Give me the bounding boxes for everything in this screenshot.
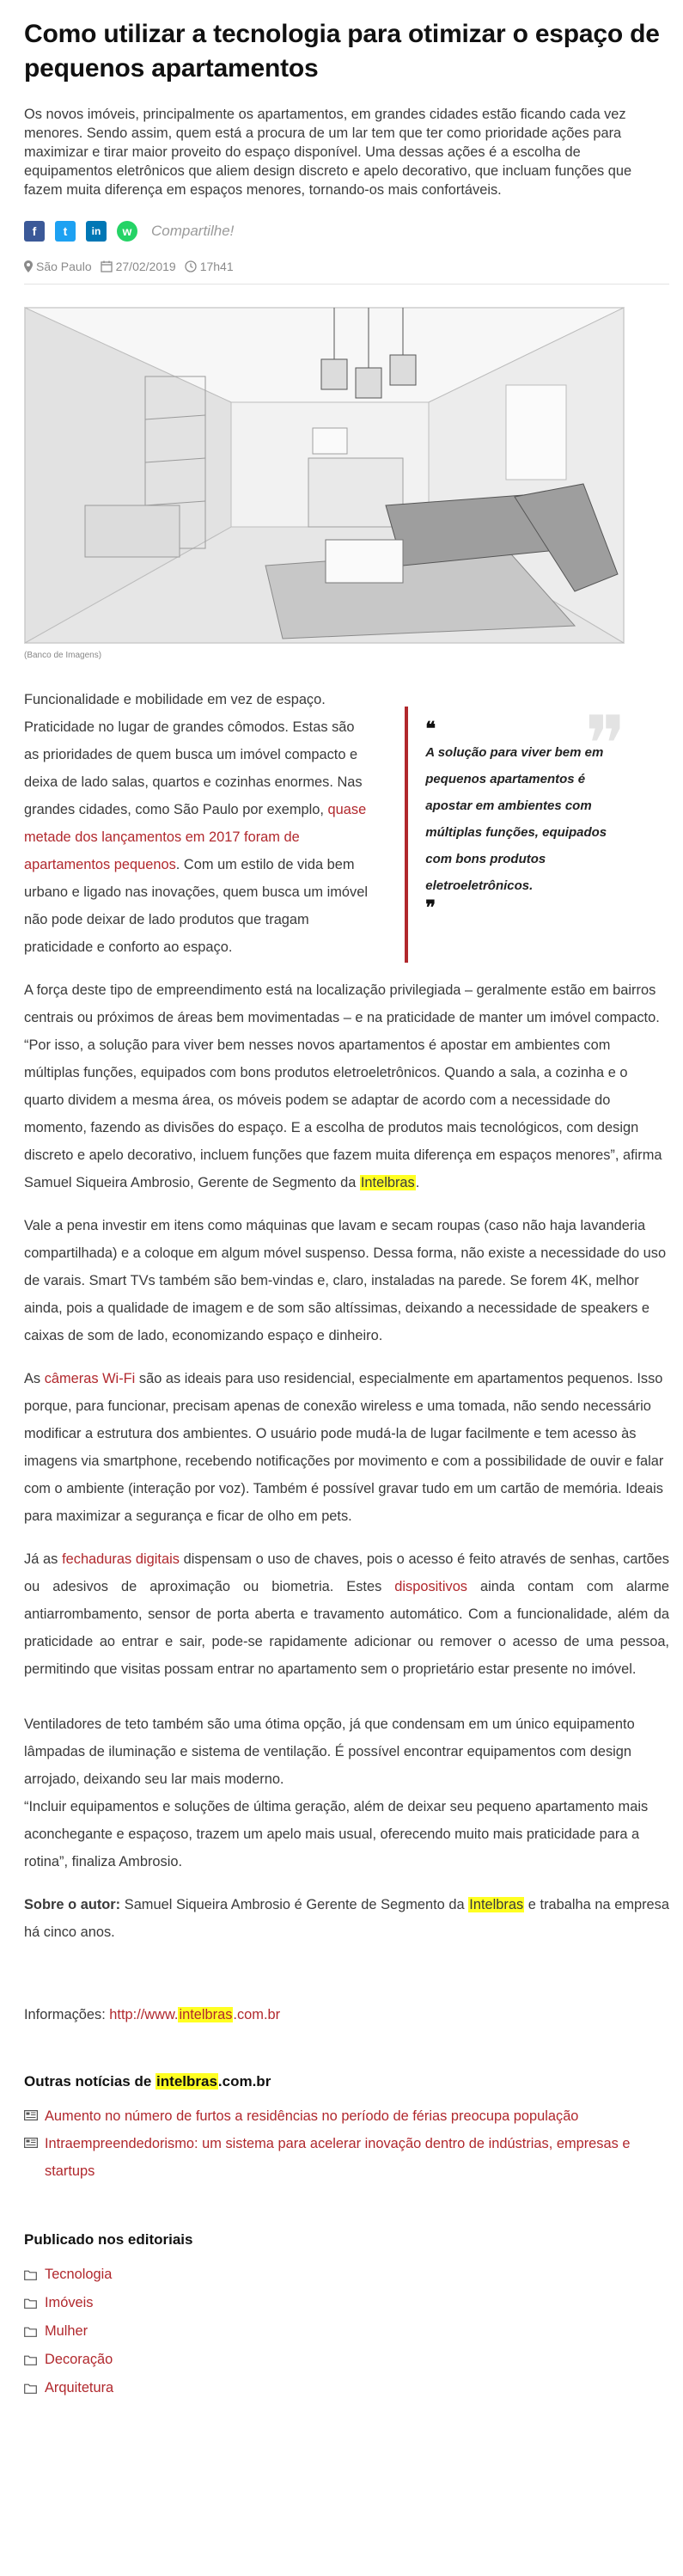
other-news-heading-text: Outras notícias de — [24, 2073, 156, 2090]
clock-icon — [185, 260, 197, 272]
editorial-link-tecnologia[interactable]: Tecnologia — [45, 2267, 113, 2282]
article-meta — [24, 260, 669, 285]
paragraph-4-text: As — [24, 1371, 45, 1386]
author-bio — [24, 1891, 669, 1946]
paragraph-5-text-mid: dispensam o uso de chaves, pois o acesso é feito através de senhas, cartões ou adesivos de aproximação ou biometria. Estes — [24, 1551, 669, 1594]
pull-quote-text: A solução para viver bem em pequenos apartamentos é apostar em ambientes com múltiplas funções, equipados com bons produtos eletroeletrônicos. — [425, 745, 607, 893]
other-news-heading-suffix: .com.br — [217, 2073, 271, 2090]
paragraph-6: Ventiladores de teto também são uma ótima opção, já que condensam em um único equipamento lâmpadas de iluminação e sistema de ventilação. É possível encontrar equipamentos com design arrojado, deixando seu lar mais moderno. — [24, 1716, 635, 1787]
meta-time — [185, 260, 234, 273]
news-link[interactable]: Intraempreendedorismo: um sistema para acelerar inovação dentro de indústrias, empresas e startups — [45, 2136, 631, 2179]
info-url-b: .com.br — [233, 2007, 281, 2022]
author-text: Samuel Siqueira Ambrosio é Gerente de Segmento da — [120, 1897, 469, 1912]
editorial-item — [24, 2346, 669, 2374]
paragraph-1-text-end: . Com um estilo de vida bem urbano e ligado nas inovações, quem busca um imóvel não pode deixar de lado produtos que tragam praticidade e conforto ao espaço. — [24, 857, 368, 955]
spacer — [24, 1698, 669, 1710]
news-item — [24, 2102, 669, 2130]
image-caption: (Banco de Imagens) — [24, 651, 102, 660]
info-url-highlight: intelbras — [179, 2007, 233, 2022]
editorial-item — [24, 2317, 669, 2346]
paragraph-4-text-end: são as ideais para uso residencial, especialmente em apartamentos pequenos. Isso porque, para funcionar, precisam apenas de conexão wireless e uma tomada, não sendo necessário modificar a estrutura dos ambientes. O usuário pode mudá-la de lugar facilmente e tem acesso às imagens via smartphone, recebendo notificações por movimento e com a possibilidade de ouvir e falar com o ambiente (interação por voz). Também é possível gravar tudo em um cartão de memória. Ideais para maximizar a segurança e ficar de olho em pets. — [24, 1371, 664, 1524]
quote-background-icon: ❞ — [584, 703, 626, 788]
facebook-share-button[interactable]: f — [24, 221, 45, 242]
paragraph-2 — [24, 976, 669, 1196]
info-line — [24, 2001, 669, 2028]
whatsapp-share-button[interactable]: w — [117, 221, 137, 242]
map-marker-icon — [24, 260, 33, 272]
folder-icon — [24, 2355, 37, 2365]
editorial-link-arquitetura[interactable]: Arquitetura — [45, 2380, 114, 2395]
spacer — [24, 1961, 669, 2001]
editorial-item — [24, 2374, 669, 2402]
article-lead: Os novos imóveis, principalmente os apartamentos, em grandes cidades estão ficando cada vez menores. Sendo assim, quem está a procura de um lar tem que ter como prioridade ações para maximizar e tirar maior proveito do espaço disponível. Uma dessas ações é a escolha de equipamentos eletrônicos que aliem design discreto e apelo decorativo, que incluam funções que fazem muita diferença em espaços menores, tornando-os mais confortáveis. — [24, 107, 632, 198]
editorial-link-mulher[interactable]: Mulher — [45, 2323, 88, 2339]
quote-close-icon: ❞ — [425, 896, 436, 918]
author-text-end: e trabalha na empresa há cinco anos. — [24, 1897, 669, 1940]
meta-location-text: São Paulo — [36, 260, 92, 273]
other-news-heading — [24, 2073, 669, 2090]
news-item — [24, 2130, 669, 2185]
meta-date — [101, 260, 176, 273]
author-highlight: Intelbras — [469, 1897, 524, 1912]
info-label: Informações: — [24, 2007, 110, 2022]
twitter-share-button[interactable]: t — [55, 221, 76, 242]
meta-date-text: 27/02/2019 — [115, 260, 176, 273]
folder-icon — [24, 2327, 37, 2337]
article-image — [24, 307, 625, 644]
info-url-link[interactable] — [109, 2007, 280, 2022]
newspaper-icon — [24, 2110, 38, 2120]
link-cameras-wifi[interactable]: câmeras Wi-Fi — [44, 1371, 136, 1386]
folder-icon — [24, 2383, 37, 2394]
editorials-list — [24, 2261, 669, 2402]
folder-icon — [24, 2298, 37, 2309]
info-url-a: http://www. — [109, 2007, 179, 2022]
paragraph-1 — [24, 686, 370, 961]
editorial-link-imoveis[interactable]: Imóveis — [45, 2295, 94, 2310]
editorials-heading: Publicado nos editoriais — [24, 2231, 193, 2248]
share-label: Compartilhe! — [151, 223, 235, 239]
folder-icon — [24, 2270, 37, 2280]
intro-row — [24, 686, 669, 976]
paragraph-2-text: A força deste tipo de empreendimento está na localização privilegiada – geralmente estão em bairros centrais ou próximos de áreas bem movimentadas – e na praticidade de manter um imóvel compacto. “Por isso, a solução para viver bem nesses novos apartamentos é apostar em ambientes com múltiplas funções, equipados com bons produtos eletroeletrônicos. Quando a sala, a cozinha e o quarto dividem a mesma área, os móveis podem se adaptar de acordo com a necessidade do momento, fazendo as divisões do espaço. E a escolha de produtos mais tecnológicos, com design discreto e apelo decorativo, incluem funções que fazem muita diferença em espaços menores”, afirma Samuel Siqueira Ambrosio, Gerente de Segmento da — [24, 982, 662, 1190]
link-apartamentos-pequenos[interactable]: quase metade dos lançamentos em 2017 foram de apartamentos pequenos — [24, 802, 367, 872]
link-fechaduras-digitais[interactable]: fechaduras digitais — [62, 1551, 184, 1567]
calendar-icon — [101, 260, 113, 272]
share-bar — [24, 220, 669, 242]
meta-time-text: 17h41 — [199, 260, 234, 273]
highlight-intelbras: Intelbras — [360, 1175, 415, 1190]
editorial-item — [24, 2289, 669, 2317]
paragraph-7: “Incluir equipamentos e soluções de última geração, além de deixar seu pequeno apartamento mais aconchegante e espaçoso, trazem um apelo mais usual, oferecendo muito mais praticidade para a rotina”, finaliza Ambrosio. — [24, 1799, 649, 1869]
paragraph-5-text-end: ainda contam com alarme antiarrombamento, sensor de porta aberta e travamento automático. Com a funcionalidade, além da praticidade ao entrar e sair, pode-se rapidamente adicionar ou remover o acesso de uma pessoa, permitindo que visitas possam entrar no apartamento sem o proprietário estar presente no imóvel. — [24, 1579, 669, 1677]
paragraph-3: Vale a pena investir em itens como máquinas que lavam e secam roupas (caso não haja lavanderia compartilhada) e a coloque em algum móvel suspenso. Dessa forma, não existe a necessidade do uso de varais. Smart TVs também são bem-vindas e, claro, instaladas na parede. Se forem 4K, melhor ainda, pois a qualidade de imagem e de som são altíssimas, deixando a necessidade de speakers e caixas de som de lado, economizando espaço e dinheiro. — [24, 1218, 667, 1343]
paragraph-2-text-end: . — [415, 1175, 420, 1190]
other-news-list — [24, 2102, 669, 2185]
other-news-heading-highlight: intelbras — [156, 2073, 217, 2090]
paragraph-5-text: Já as — [24, 1551, 63, 1567]
quote-open-icon: ❝ — [425, 718, 436, 739]
newspaper-icon — [24, 2138, 38, 2148]
editorial-item — [24, 2261, 669, 2289]
apartment-illustration — [25, 308, 624, 643]
article-title: Como utilizar a tecnologia para otimizar o espaço de pequenos apartamentos — [24, 20, 660, 83]
linkedin-share-button[interactable]: in — [86, 221, 107, 242]
paragraph-1-text: Funcionalidade e mobilidade em vez de espaço. Praticidade no lugar de grandes cômodos. Estas são as prioridades de quem busca um imóvel compacto e deixa de lado salas, quartos e cozinhas enormes. Nas grandes cidades, como São Paulo por exemplo, — [24, 692, 363, 817]
meta-location — [24, 260, 92, 273]
paragraph-4 — [24, 1365, 669, 1530]
author-label: Sobre o autor: — [24, 1897, 121, 1912]
paragraph-5 — [24, 1545, 669, 1683]
editorial-link-decoracao[interactable]: Decoração — [45, 2352, 113, 2367]
link-dispositivos[interactable]: dispositivos — [394, 1579, 468, 1594]
news-link[interactable]: Aumento no número de furtos a residências no período de férias preocupa população — [45, 2108, 579, 2124]
pull-quote — [405, 703, 635, 963]
